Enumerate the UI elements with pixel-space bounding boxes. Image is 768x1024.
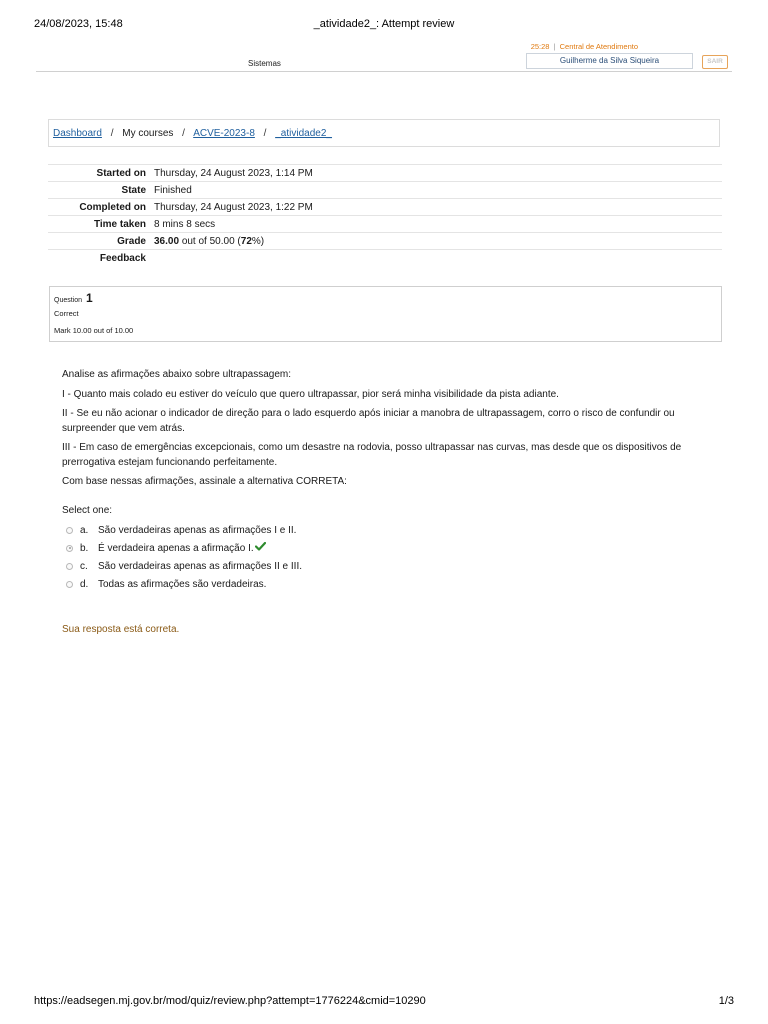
- summary-row-completed: [48, 199, 722, 216]
- support-link[interactable]: Central de Atendimento: [559, 42, 638, 51]
- summary-label: State: [121, 184, 146, 196]
- question-state: Correct: [54, 309, 79, 318]
- radio-button[interactable]: [66, 527, 73, 534]
- question-paragraph: I - Quanto mais colado eu estiver do veículo que quero ultrapassar, pior será minha visibilidade da pista adiante.: [62, 388, 559, 400]
- grade-percent-close: %): [251, 235, 265, 247]
- question-mark: Mark 10.00 out of 10.00: [54, 326, 134, 335]
- answer-feedback: Sua resposta está correta.: [62, 624, 180, 635]
- question-label: Question: [54, 297, 83, 304]
- check-icon: [255, 542, 266, 554]
- answer-text: São verdadeiras apenas as afirmações I e II.: [98, 524, 297, 536]
- answer-letter: d.: [80, 578, 89, 590]
- summary-value: Finished: [154, 184, 192, 196]
- site-topbar: [36, 40, 732, 72]
- summary-label: Time taken: [93, 218, 146, 230]
- breadcrumb-my-courses: My courses: [122, 128, 174, 139]
- breadcrumb-separator: /: [263, 128, 267, 139]
- question-paragraph: III - Em caso de emergências excepcionais, como um desastre na rodovia, posso ultrapassar nas curvas, mas desde que os dispositivos de prerrogativa estejam funcionando perfeitamente.: [62, 442, 682, 468]
- summary-row-started: [48, 165, 722, 182]
- summary-label: Grade: [117, 235, 146, 247]
- question-paragraph: Com base nessas afirmações, assinale a alternativa CORRETA:: [62, 476, 347, 487]
- answer-option-c[interactable]: [66, 557, 302, 575]
- question-paragraph: II - Se eu não acionar o indicador de direção para o lado esquerdo após iniciar a manobra de ultrapassagem, corro o risco de confundir ou surpreender que vem atrás.: [62, 408, 675, 434]
- question-number-value: 1: [85, 291, 93, 305]
- question-text: [62, 368, 702, 495]
- breadcrumb-dashboard[interactable]: Dashboard: [53, 128, 102, 139]
- breadcrumb-separator: /: [110, 128, 114, 139]
- answer-option-a[interactable]: [66, 521, 302, 539]
- summary-value: Thursday, 24 August 2023, 1:14 PM: [154, 167, 313, 179]
- answer-text: Todas as afirmações são verdadeiras.: [98, 578, 267, 590]
- select-one-label: Select one:: [62, 505, 113, 516]
- radio-button-selected[interactable]: [66, 545, 73, 552]
- answer-option-d[interactable]: [66, 575, 302, 593]
- logout-button[interactable]: SAIR: [702, 55, 728, 69]
- print-page-title: _atividade2_: Attempt review: [313, 18, 455, 30]
- summary-label: Feedback: [99, 252, 146, 264]
- question-number: [54, 291, 93, 305]
- print-date: 24/08/2023, 15:48: [34, 18, 123, 30]
- radio-button[interactable]: [66, 581, 73, 588]
- summary-label: Completed on: [79, 201, 146, 213]
- grade-percent-open: (: [237, 235, 241, 247]
- breadcrumb: [48, 119, 720, 147]
- summary-row-grade: [48, 233, 722, 250]
- summary-value: [154, 250, 722, 267]
- separator: |: [553, 42, 556, 51]
- grade-out-of: out of 50.00: [181, 235, 235, 247]
- question-info-box: [49, 286, 722, 342]
- answer-text: São verdadeiras apenas as afirmações II e III.: [98, 560, 302, 572]
- answer-text: É verdadeira apenas a afirmação I.: [98, 542, 254, 554]
- summary-row-feedback: [48, 250, 722, 267]
- answer-letter: c.: [80, 560, 88, 572]
- summary-value: [154, 233, 722, 250]
- breadcrumb-course[interactable]: ACVE-2023-8: [193, 128, 255, 139]
- answer-option-b[interactable]: [66, 539, 302, 557]
- topbar-status: [531, 42, 638, 51]
- answer-options: [66, 521, 302, 593]
- user-name-box[interactable]: Guilherme da Silva Siqueira: [526, 53, 693, 69]
- breadcrumb-quiz[interactable]: _atividade2_: [275, 128, 332, 139]
- attempt-summary-table: [48, 164, 722, 266]
- grade-score: 36.00: [154, 235, 180, 247]
- print-url: https://eadsegen.mj.gov.br/mod/quiz/review.php?attempt=1776224&cmid=10290: [34, 995, 426, 1007]
- print-page-number: 1/3: [718, 995, 734, 1007]
- summary-label: Started on: [96, 167, 146, 179]
- answer-letter: a.: [80, 524, 89, 536]
- sistemas-menu[interactable]: Sistemas: [248, 59, 281, 68]
- answer-letter: b.: [80, 542, 89, 554]
- print-header: [34, 18, 734, 32]
- summary-row-time-taken: [48, 216, 722, 233]
- grade-percent: 72: [240, 235, 252, 247]
- summary-value: Thursday, 24 August 2023, 1:22 PM: [154, 201, 313, 213]
- summary-row-state: [48, 182, 722, 199]
- question-paragraph: Analise as afirmações abaixo sobre ultrapassagem:: [62, 369, 292, 380]
- radio-button[interactable]: [66, 563, 73, 570]
- session-timer: 25:28: [530, 42, 550, 51]
- summary-value: 8 mins 8 secs: [154, 218, 216, 230]
- breadcrumb-separator: /: [182, 128, 185, 139]
